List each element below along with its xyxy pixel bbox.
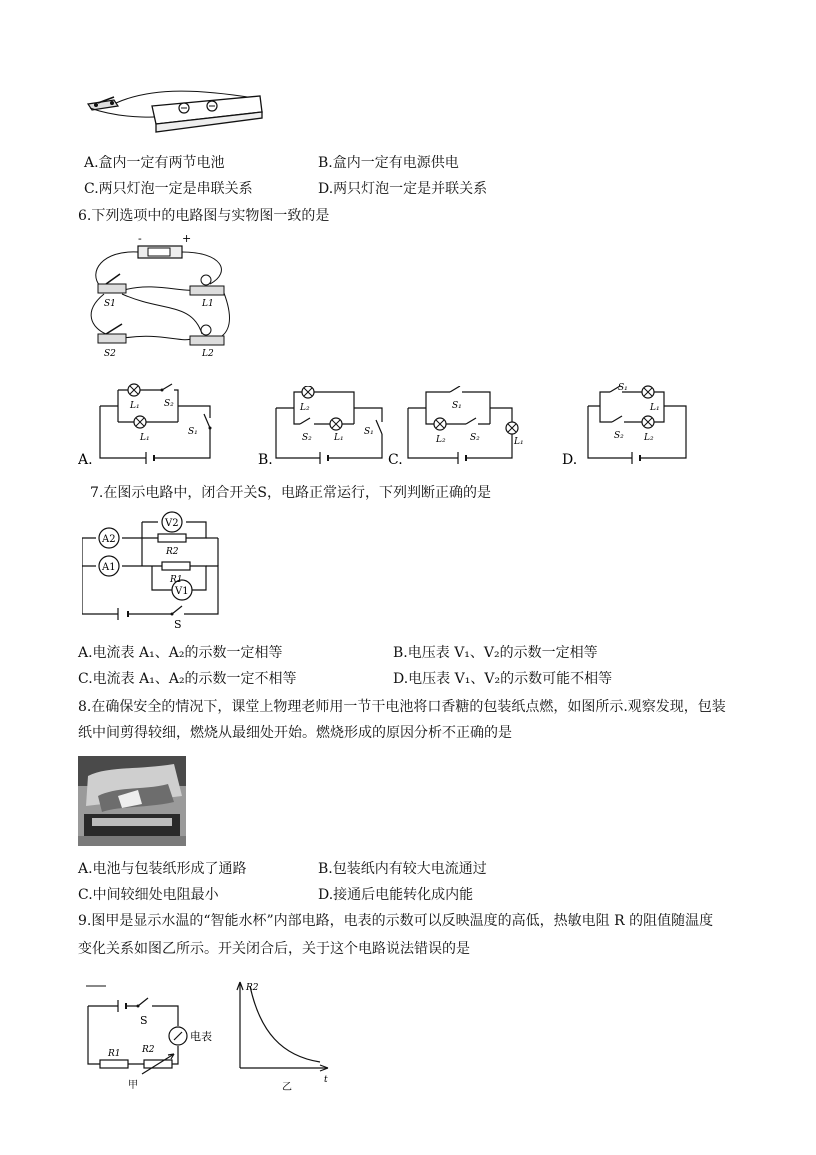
q9-graph-x-label: t: [324, 1075, 328, 1085]
svg-text:S₂: S₂: [164, 399, 174, 409]
q9-figure-b-caption: 乙: [282, 1082, 292, 1093]
q7-option-d: D.电压表 V₁、V₂的示数可能不相等: [393, 671, 613, 687]
q7-option-c: C.电流表 A₁、A₂的示数一定不相等: [78, 671, 297, 687]
photo-l2-label: L2: [202, 349, 214, 359]
q7-voltmeter-v1: V1: [175, 586, 189, 597]
q7-option-a: A.电流表 A₁、A₂的示数一定相等: [78, 645, 283, 661]
svg-text:L₁: L₁: [514, 437, 524, 447]
q9-meter-label: 电表: [190, 1030, 212, 1043]
q9-figure-b-graph: [230, 972, 340, 1094]
photo-l1-label: L1: [202, 299, 214, 309]
svg-text:S₁: S₁: [452, 401, 462, 411]
svg-text:S₁: S₁: [188, 427, 198, 437]
svg-text:L₂: L₂: [644, 433, 654, 443]
q8-stem-line1: 8.在确保安全的情况下，课堂上物理老师用一节干电池将口香糖的包装纸点燃，如图所示.观察发现，包装: [78, 699, 726, 715]
q5-option-a: A.盒内一定有两节电池: [84, 155, 225, 171]
q6-physical-circuit-photo: [82, 232, 242, 362]
q7-resistor-r1: R1: [170, 575, 183, 585]
q8-option-a: A.电池与包装纸形成了通路: [78, 861, 247, 877]
q6-option-a-label: A.: [78, 452, 93, 468]
q7-switch-s: S: [174, 618, 182, 630]
q6-circuit-c: [386, 386, 526, 468]
svg-text:S₂: S₂: [470, 433, 480, 443]
q6-circuit-a: [78, 378, 228, 470]
svg-text:S₂: S₂: [614, 431, 624, 441]
q7-option-b: B.电压表 V₁、V₂的示数一定相等: [393, 645, 598, 661]
q9-stem-line1: 9.图甲是显示水温的“智能水杯”内部电路，电表的示数可以反映温度的高低，热敏电阻 R 的阻值随温度: [78, 913, 714, 929]
q7-resistor-r2: R2: [166, 547, 179, 557]
q8-option-c: C.中间较细处电阻最小: [78, 887, 219, 903]
q5-option-b: B.盒内一定有电源供电: [318, 155, 459, 171]
q7-circuit-figure: [82, 510, 232, 630]
q9-stem-line2: 变化关系如图乙所示。开关闭合后，关于这个电路说法错误的是: [78, 941, 470, 957]
q9-resistor-r1: R1: [108, 1049, 121, 1059]
q9-figure-a-caption: 甲: [128, 1080, 138, 1091]
svg-text:S₁: S₁: [364, 427, 374, 437]
q7-ammeter-a2: A2: [102, 534, 116, 545]
battery-plus-label: +: [182, 232, 192, 245]
q8-option-d: D.接通后电能转化成内能: [318, 887, 474, 903]
q5-option-d: D.两只灯泡一定是并联关系: [318, 181, 488, 197]
q6-option-c-label: C.: [388, 452, 403, 468]
svg-text:L₁: L₁: [130, 401, 140, 411]
svg-text:L₁: L₁: [334, 433, 344, 443]
q5-box-figure: [84, 88, 274, 142]
photo-s1-label: S1: [104, 299, 116, 309]
svg-text:L₂: L₂: [300, 403, 310, 413]
q9-graph-y-label: R2: [246, 983, 259, 993]
q8-stem-line2: 纸中间剪得较细，燃烧从最细处开始。燃烧形成的原因分析不正确的是: [78, 725, 512, 741]
q7-voltmeter-v2: V2: [165, 518, 179, 529]
battery-minus-label: -: [138, 232, 142, 245]
svg-text:L₂: L₂: [436, 435, 446, 445]
q6-option-d-label: D.: [562, 452, 578, 468]
q6-circuit-d: [560, 382, 692, 468]
svg-text:S₂: S₂: [302, 433, 312, 443]
svg-text:S₁: S₁: [618, 383, 628, 393]
q6-option-b-label: B.: [258, 452, 273, 468]
q6-stem: 6.下列选项中的电路图与实物图一致的是: [78, 208, 330, 224]
q6-circuit-b: [258, 386, 388, 468]
q7-ammeter-a1: A1: [102, 562, 116, 573]
svg-text:L₁: L₁: [140, 433, 150, 443]
q8-option-b: B.包装纸内有较大电流通过: [318, 861, 487, 877]
q9-figure-a-circuit: [82, 980, 222, 1092]
q9-resistor-r2: R2: [142, 1045, 155, 1055]
photo-s2-label: S2: [104, 349, 116, 359]
q5-option-c: C.两只灯泡一定是串联关系: [84, 181, 253, 197]
q7-stem: 7.在图示电路中，闭合开关S，电路正常运行，下列判断正确的是: [90, 485, 491, 501]
q9-switch-s: S: [140, 1014, 148, 1027]
q8-burning-wrapper-photo: [78, 756, 186, 846]
svg-text:L₁: L₁: [650, 403, 660, 413]
